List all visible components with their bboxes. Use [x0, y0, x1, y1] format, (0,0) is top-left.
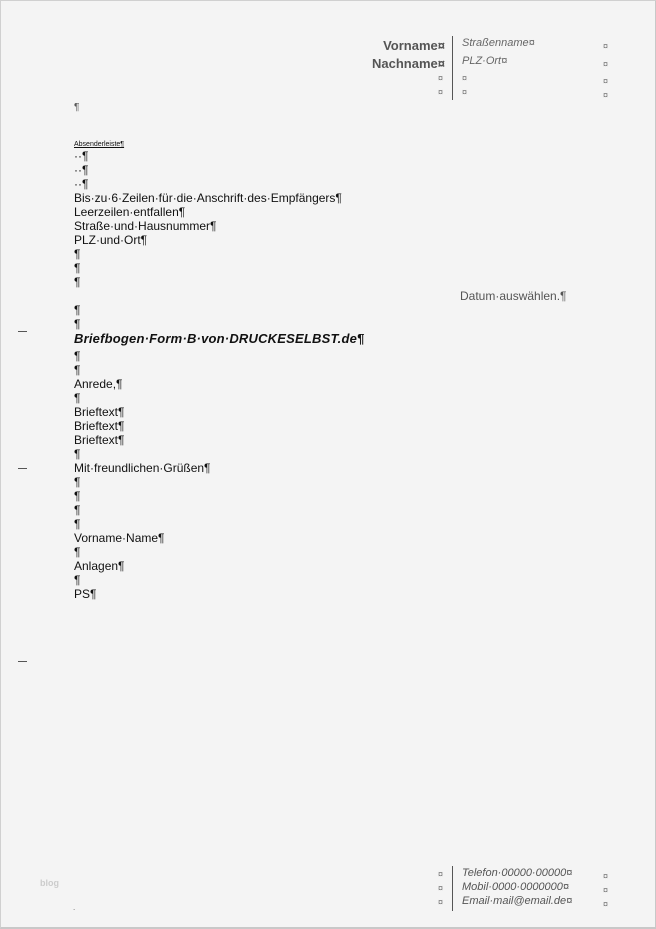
- paragraph[interactable]: ¶: [74, 545, 81, 559]
- header-firstname[interactable]: Vorname¤: [383, 38, 445, 53]
- fold-mark: [18, 331, 27, 332]
- sender-line[interactable]: ··¶: [74, 149, 89, 163]
- paragraph[interactable]: ¶: [74, 517, 81, 531]
- sender-line[interactable]: Absenderleiste¶: [74, 141, 125, 148]
- letter-text[interactable]: Brieftext¶: [74, 405, 125, 419]
- watermark: blog: [40, 878, 59, 888]
- recipient-line[interactable]: PLZ·und·Ort¶: [74, 233, 148, 247]
- recipient-line[interactable]: Bis·zu·6·Zeilen·für·die·Anschrift·des·Empfängers¶: [74, 191, 342, 205]
- paragraph[interactable]: ¶: [74, 391, 81, 405]
- footer-mobile[interactable]: Mobil·0000·0000000¤: [462, 881, 570, 893]
- header-street[interactable]: Straßenname¤: [462, 37, 535, 49]
- row-end-mark: ¤: [603, 871, 609, 881]
- footer-phone[interactable]: Telefon·00000·00000¤: [462, 867, 573, 879]
- sender-line[interactable]: ··¶: [74, 177, 89, 191]
- row-end-mark: ¤: [603, 76, 609, 86]
- pilcrow: ¶: [74, 102, 80, 113]
- header-city[interactable]: PLZ·Ort¤: [462, 55, 508, 67]
- attachments[interactable]: Anlagen¶: [74, 559, 125, 573]
- paragraph[interactable]: ¶: [74, 303, 81, 317]
- paragraph[interactable]: ¶: [74, 489, 81, 503]
- paragraph[interactable]: ¶: [74, 503, 81, 517]
- punch-mark: [18, 468, 27, 469]
- row-end-mark: ¤: [603, 90, 609, 100]
- document-title[interactable]: Briefbogen·Form·B·von·DRUCKESELBST.de¶: [74, 331, 365, 346]
- paragraph[interactable]: ¶: [74, 317, 81, 331]
- date-picker-field[interactable]: Datum·auswählen.¶: [460, 289, 567, 303]
- paragraph[interactable]: ¶: [74, 573, 81, 587]
- closing[interactable]: Mit·freundlichen·Grüßen¶: [74, 461, 211, 475]
- row-end-mark: ¤: [603, 885, 609, 895]
- header-cell-mark: ¤: [462, 87, 468, 97]
- recipient-line[interactable]: Straße·und·Hausnummer¶: [74, 219, 217, 233]
- salutation[interactable]: Anrede,¶: [74, 377, 123, 391]
- header-lastname[interactable]: Nachname¤: [372, 56, 445, 71]
- footer-cell-mark: ¤: [438, 883, 444, 893]
- footer-cell-mark: ¤: [438, 869, 444, 879]
- paragraph[interactable]: ¶: [74, 475, 81, 489]
- footer-dot: .: [73, 903, 76, 912]
- recipient-line[interactable]: ¶: [74, 261, 81, 275]
- header-cell-mark: ¤: [438, 87, 444, 97]
- letter-text[interactable]: Brieftext¶: [74, 419, 125, 433]
- footer-divider: [452, 866, 453, 911]
- sender-line[interactable]: ··¶: [74, 163, 89, 177]
- signature-name[interactable]: Vorname·Name¶: [74, 531, 165, 545]
- recipient-line[interactable]: Leerzeilen·entfallen¶: [74, 205, 186, 219]
- row-end-mark: ¤: [603, 59, 609, 69]
- header-divider: [452, 36, 453, 100]
- postscript[interactable]: PS¶: [74, 587, 97, 601]
- letter-text[interactable]: Brieftext¶: [74, 433, 125, 447]
- row-end-mark: ¤: [603, 41, 609, 51]
- recipient-line[interactable]: ¶: [74, 275, 81, 289]
- header-cell-mark: ¤: [462, 73, 468, 83]
- header-cell-mark: ¤: [438, 73, 444, 83]
- footer-email[interactable]: Email·mail@email.de¤: [462, 895, 573, 907]
- footer-cell-mark: ¤: [438, 897, 444, 907]
- paragraph[interactable]: ¶: [74, 447, 81, 461]
- paragraph[interactable]: ¶: [74, 363, 81, 377]
- paragraph[interactable]: ¶: [74, 349, 81, 363]
- recipient-line[interactable]: ¶: [74, 247, 81, 261]
- row-end-mark: ¤: [603, 899, 609, 909]
- fold-mark: [18, 661, 27, 662]
